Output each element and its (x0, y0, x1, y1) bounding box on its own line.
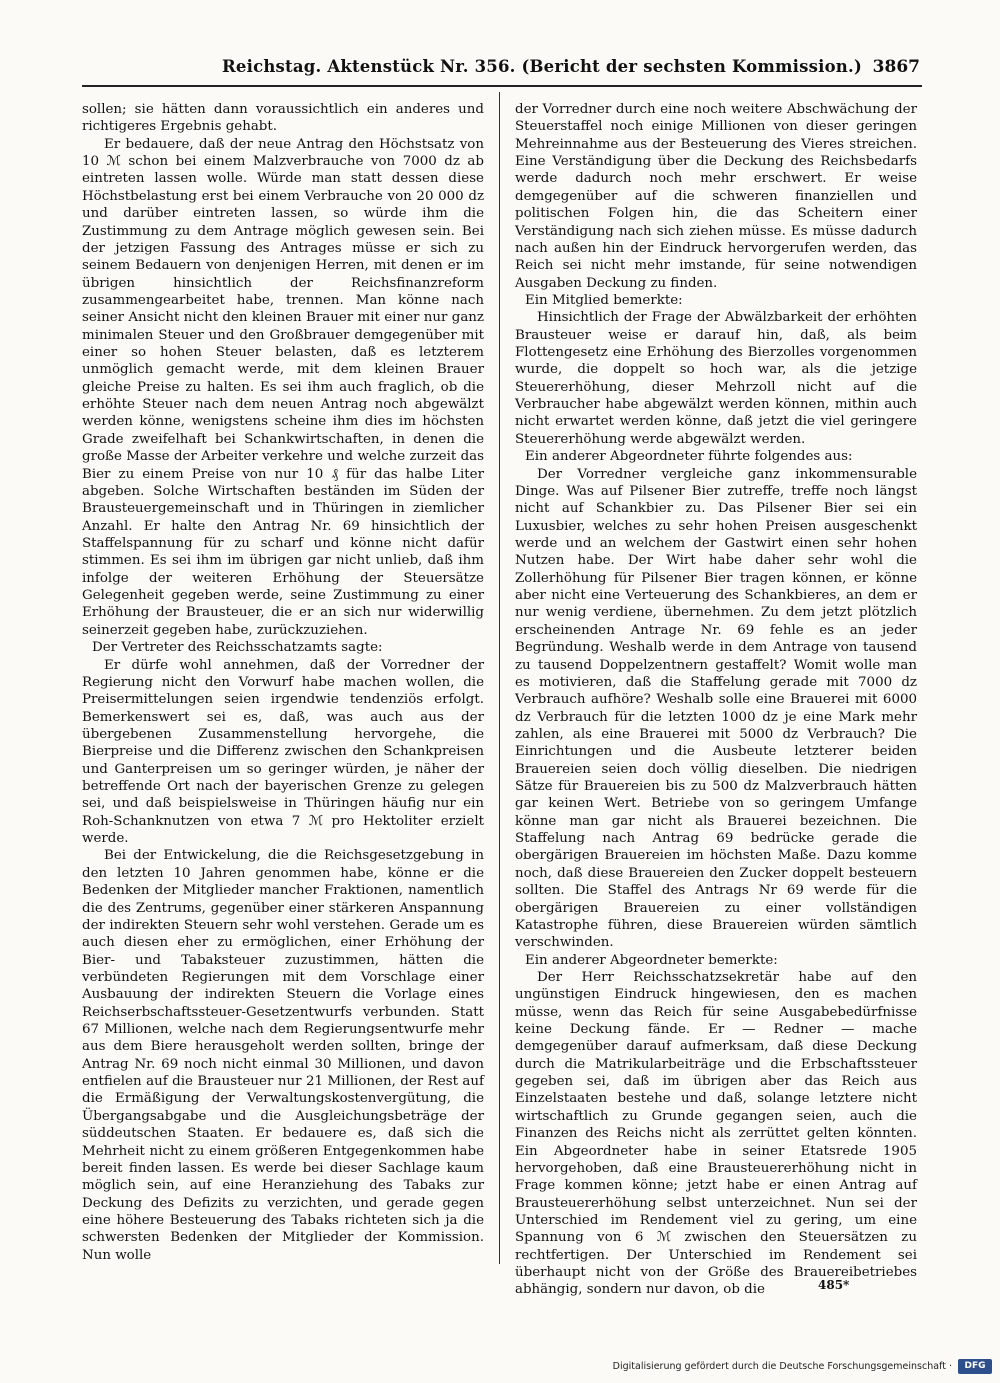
speaker-intro: Der Vertreter des Reichsschatzamts sagte: (92, 640, 383, 656)
paragraph: Er bedauere, daß der neue Antrag den Höchstsatz von 10 ℳ schon bei einem Malzverbrauche von 7000 dz ab eintreten lassen wolle. Würde man statt dessen diese Höchstbelastung erst bei einem Verbrauche von 20 000 dz und darüber eintreten lassen, so würde ihm die Zustimmung zu dem Antrage möglich gewesen sein. Bei der jetzigen Fassung des Antrages müsse er sich zu seinem Bedauern von denjenigen Herren, mit denen er im übrigen hinsichtlich der Reichsfinanzreform zusammengearbeitet habe, trennen. Man könne nach seiner Ansicht nicht den kleinen Brauer mit einer nur ganz minimalen Steuer und den Großbrauer demgegenüber mit einer so hohen Steuer belasten, daß es letzterem unmöglich gemacht werde, mit dem kleinen Brauer gleiche Preise zu halten. Es sei ihm auch fraglich, ob die erhöhte Steuer nach dem neuen Antrag noch abgewälzt werden könne, wenigstens scheine ihm dies im höchsten Grade zweifelhaft bei Schankwirtschaften, in denen die große Masse der Arbeiter verkehre und welche zurzeit das Bier zu einem Preise von nur 10 ₰ für das halbe Liter abgeben. Solche Wirtschaften beständen im Süden der Brausteuergemeinschaft und in Thüringen in ziemlicher Anzahl. Er halte den Antrag Nr. 69 hinsichtlich der Staffelspannung für zu scharf und könne nicht dafür stimmen. Es sei ihm im übrigen gar nicht unlieb, daß ihm infolge der weiteren Erhöhung der Steuersätze Gelegenheit gegeben werde, seine Zustimmung zu einer Erhöhung der Brausteuer, die er an sich nur widerwillig seinerzeit gegeben habe, zurückzuziehen. (82, 136, 484, 638)
running-title: Reichstag. Aktenstück Nr. 356. (Bericht der sechsten Kommission.) (222, 57, 862, 76)
paragraph: der Vorredner durch eine noch weitere Abschwächung der Steuerstaffel noch einige Millionen von dieser geringen Mehreinnahme aus der Besteuerung des Vieres streichen. Eine Verständigung über die Deckung des Reichsbedarfs werde dadurch noch mehr erschwert. Er weise demgegenüber auf die schweren finanziellen und politischen Folgen hin, die das Scheitern einer Verständigung nach sich ziehen müsse. Es müsse dadurch nach außen hin der Eindruck hervorgerufen werden, das Reich sei nicht mehr imstande, für seine notwendigen Ausgaben Deckung zu finden. (515, 102, 917, 291)
speaker-intro: Ein Mitglied bemerkte: (525, 292, 683, 308)
left-column (82, 101, 484, 1264)
footer-bar (0, 1358, 1000, 1378)
paragraph: Bei der Entwickelung, die die Reichsgesetzgebung in den letzten 10 Jahren genommen habe, könne er die Bedenken der Mitglieder mancher Fraktionen, namentlich die des Zentrums, gegenüber einer stärkeren Anspannung der indirekten Steuern sehr wohl verstehen. Gerade um es auch diesen eher zu ermöglichen, einer Erhöhung der Bier- und Tabaksteuer zuzustimmen, hätten die verbündeten Regierungen mit dem Vorschlage einer Ausbauung der indirekten Steuern die Vorlage eines Reichserbschaftssteuer-Gesetzentwurfs verbunden. Statt 67 Millionen, welche nach dem Regierungsentwurfe mehr aus dem Biere herausgeholt werden sollten, bringe der Antrag Nr. 69 noch nicht einmal 30 Millionen, und davon entfielen auf die Brausteuer nur 21 Millionen, der Rest auf die Ermäßigung der Verwaltungskostenvergütung, die Übergangsabgabe und die Ausgleichungsbeträge der süddeutschen Staaten. Er bedauere es, daß sich die Mehrheit nicht zu einem größeren Entgegenkommen habe bereit finden lassen. Es werde bei dieser Sachlage kaum möglich sein, auf eine Heranziehung des Tabaks zur Deckung des Defizits zu verzichten, und gerade gegen eine höhere Besteuerung des Tabaks richteten sich ja die schwersten Bedenken der Mitglieder der Kommission. Nun wolle (82, 848, 484, 1263)
right-column (515, 101, 917, 1299)
paragraph: Der Herr Reichsschatzsekretär habe auf den ungünstigen Eindruck hingewiesen, den es machen müsse, wenn das Reich für seine Ausgabebedürfnisse keine Deckung fände. Er — Redner — mache demgegenüber darauf aufmerksam, daß diese Deckung durch die Matrikularbeiträge und die Erbschaftssteuer gegeben sei, daß im übrigen aber das Reich aus Einzelstaaten bestehe und daß, solange letztere nicht wirtschaftlich zu Grunde gegangen seien, auch die Finanzen des Reichs nicht als zerrüttet gelten könnten. Ein Abgeordneter habe in seiner Etatsrede 1905 hervorgehoben, daß eine Brausteuererhöhung nicht in Frage kommen könne; jetzt habe er einen Antrag auf Brausteuererhöhung selbst unterzeichnet. Nun sei der Unterschied im Rendement viel zu gering, um eine Spannung von 6 ℳ zwischen den Steuersätzen zu rechtfertigen. Der Unterschied im Rendement sei überhaupt nicht von der Größe des Brauereibetriebes abhängig, sondern nur davon, ob die (515, 969, 917, 1298)
paragraph: Er dürfe wohl annehmen, daß der Vorredner der Regierung nicht den Vorwurf habe machen wollen, die Preisermittelungen seien irgendwie tendenziös erfolgt. Bemerkenswert sei es, daß, was auch aus der übergebenen Zusammenstellung hervorgehe, die Bierpreise und die Differenz zwischen den Schankpreisen und Ganterpreisen um so geringer würden, je näher der betreffende Ort nach der bayerischen Grenze zu gelegen sei, und daß beispielsweise in Thüringen häufig nur ein Roh-Schanknutzen von etwa 7 ℳ pro Hektoliter erzielt werde. (82, 657, 484, 847)
page-header (82, 55, 922, 87)
page-number: 3867 (872, 57, 920, 77)
speaker-intro: Ein anderer Abgeordneter bemerkte: (525, 952, 778, 968)
dfg-logo-icon: DFG (958, 1359, 992, 1374)
signature-mark: 485* (818, 1278, 850, 1292)
funding-note: Digitalisierung gefördert durch die Deutsche Forschungsgemeinschaft · (612, 1361, 952, 1372)
speaker-intro: Ein anderer Abgeordneter führte folgendes aus: (525, 449, 853, 465)
paragraph: Der Vorredner vergleiche ganz inkommensurable Dinge. Was auf Pilsener Bier zutreffe, treffe noch längst nicht auf Schankbier zu. Das Pilsener Bier sei ein Luxusbier, welches zu sehr hohen Preisen ausgeschenkt werde und an welchem der Gastwirt einen sehr hohen Nutzen habe. Der Wirt habe daher sehr wohl die Zollerhöhung für Pilsener Bier tragen können, er könne aber nicht eine Verteuerung des Schankbieres, an dem er nur wenig verdiene, übernehmen. Zu dem jetzt plötzlich erscheinenden Antrage Nr. 69 fehle es an jeder Begründung. Weshalb werde in dem Antrage von tausend zu tausend Doppelzentnern gestaffelt? Womit wolle man es motivieren, daß die Staffelung gerade mit 7000 dz Verbrauch aufhöre? Weshalb solle eine Brauerei mit 6000 dz Verbrauch für die letzten 1000 dz je eine Mark mehr zahlen, als eine Brauerei mit 5000 dz Verbrauch? Die Einrichtungen und die Ausbeute letzterer beiden Brauereien seien doch völlig dieselben. Die niedrigen Sätze für Brauereien bis zu 500 dz Malzverbrauch hätten gar keinen Wert. Betriebe von so geringem Umfange könne man gar nicht als Brauerei bezeichnen. Die Staffelung nach Antrag 69 bedrücke gerade die obergärigen Brauereien im höchsten Maße. Dazu komme noch, daß diese Brauereien den Zucker doppelt besteuern sollten. Die Staffel des Antrags Nr 69 werde für die obergärigen Brauereien zu einer vollständigen Katastrophe führen, diese Brauereien würden sämtlich verschwinden. (515, 466, 917, 951)
paragraph: sollen; sie hätten dann voraussichtlich ein anderes und richtigeres Ergebnis gehabt. (82, 102, 484, 135)
column-divider (499, 92, 500, 1264)
paragraph: Hinsichtlich der Frage der Abwälzbarkeit der erhöhten Brausteuer weise er darauf hin, daß, als beim Flottengesetz eine Erhöhung des Bierzolles vorgenommen wurde, die doppelt so hoch war, als die jetzige Steuererhöhung, dieser Mehrzoll nicht auf die Verbraucher habe abgewälzt werden können, mithin auch nicht erwartet werden könne, daß jetzt die viel geringere Steuererhöhung werde abgewälzt werden. (515, 310, 917, 447)
